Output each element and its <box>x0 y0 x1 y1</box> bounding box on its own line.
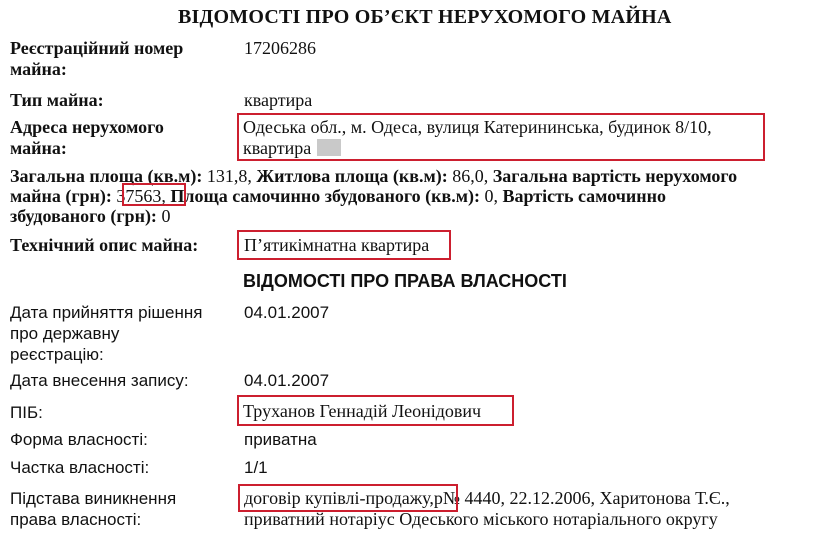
tech-description-label: Технічний опис майна: <box>10 235 199 255</box>
rights-section-title: ВІДОМОСТІ ПРО ПРАВА ВЛАСНОСТІ <box>243 271 567 291</box>
decision-date-label-line2: про державну <box>10 324 120 343</box>
basis-value-line2: приватний нотаріус Одеського міського нотаріального округу <box>244 509 718 529</box>
highlight-box-basis <box>238 484 458 512</box>
address-apartment-word: квартира <box>243 138 312 158</box>
entry-date-value: 04.01.2007 <box>244 371 330 390</box>
address-value-line1: Одеська обл., м. Одеса, вулиця Катерининська, будинок 8/10, <box>243 117 712 137</box>
reg-number-label-line2: майна: <box>10 59 67 79</box>
basis-label-line2: права власності: <box>10 510 142 529</box>
living-area-label: Житлова площа (кв.м): <box>256 166 448 186</box>
decision-date-value: 04.01.2007 <box>244 303 330 322</box>
areas-line-3 <box>10 206 810 226</box>
property-type-label: Тип майна: <box>10 90 104 110</box>
address-label-line1: Адреса нерухомого <box>10 117 164 137</box>
highlight-box-description <box>237 230 451 260</box>
owner-name-value: Труханов Геннадій Леонідович <box>243 401 482 421</box>
total-cost-label-line2: майна (грн): <box>10 186 112 206</box>
owner-name-label: ПІБ: <box>10 403 43 422</box>
total-area-label: Загальна площа (кв.м): <box>10 166 203 186</box>
basis-contract: договір купівлі-продажу, <box>244 488 434 508</box>
entry-date-label: Дата внесення запису: <box>10 371 189 390</box>
total-cost-value: 37563, <box>116 186 166 206</box>
basis-label-line1: Підстава виникнення <box>10 489 177 508</box>
ownership-share-label: Частка власності: <box>10 458 150 477</box>
reg-number-value: 17206286 <box>244 38 316 58</box>
address-label-line2: майна: <box>10 138 67 158</box>
ownership-share-value: 1/1 <box>244 458 268 477</box>
ownership-form-value: приватна <box>244 430 317 449</box>
document-title: ВІДОМОСТІ ПРО ОБ’ЄКТ НЕРУХОМОГО МАЙНА <box>178 6 672 28</box>
ownership-form-label: Форма власності: <box>10 430 148 449</box>
self-built-cost-label-line1: Вартість самочинно <box>502 186 666 206</box>
living-area-value: 86,0, <box>452 166 489 186</box>
tech-description-value: П’ятикімнатна квартира <box>244 235 430 255</box>
property-type-value: квартира <box>244 90 313 110</box>
decision-date-label-line3: реєстрацію: <box>10 345 104 364</box>
highlight-box-address <box>237 113 765 161</box>
reg-number-label-line1: Реєстраційний номер <box>10 38 184 58</box>
self-built-cost-value: 0 <box>161 206 171 226</box>
decision-date-label-line1: Дата прийняття рішення <box>10 303 203 322</box>
self-built-cost-label-line2: збудованого (грн): <box>10 206 157 226</box>
highlight-box-owner <box>237 395 514 426</box>
total-area-value: 131,8, <box>206 166 252 186</box>
highlight-box-cost <box>122 183 186 206</box>
total-cost-label-line1: Загальна вартість нерухомого <box>492 166 738 186</box>
self-built-area-value: 0, <box>484 186 498 206</box>
self-built-area-label: Площа самочинно збудованого (кв.м): <box>170 186 480 206</box>
basis-details: р№ 4440, 22.12.2006, Харитонова Т.Є., <box>433 488 730 508</box>
